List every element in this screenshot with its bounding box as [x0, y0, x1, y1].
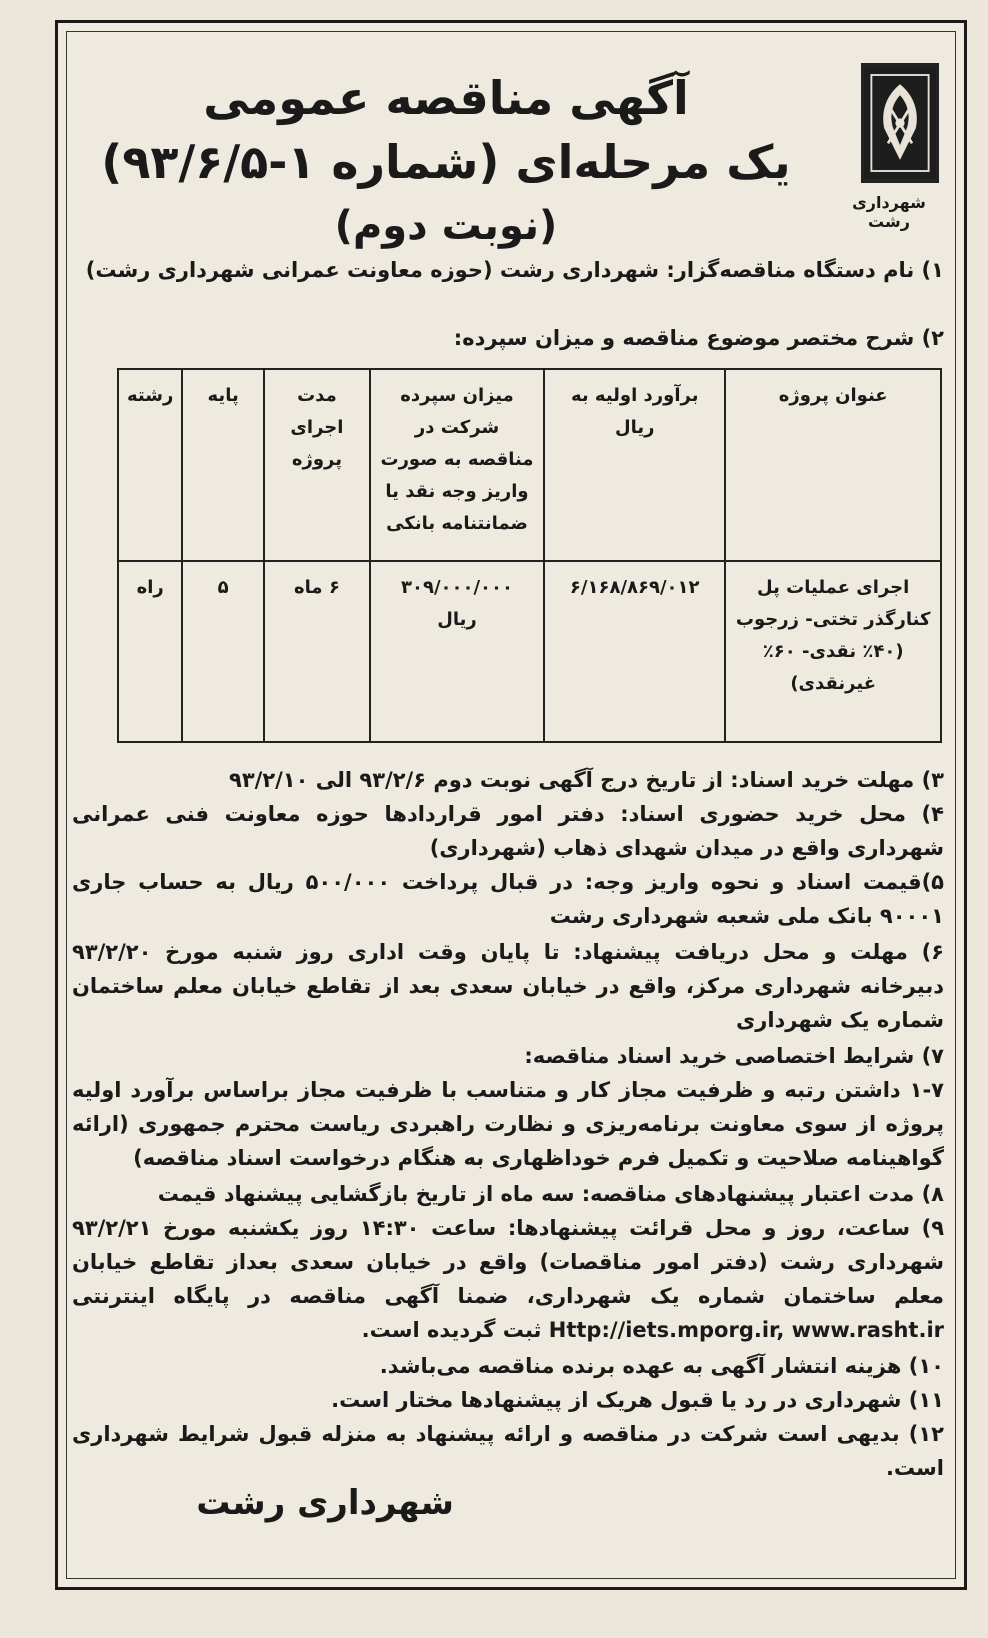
header-deposit: میزان سپرده شرکت در مناقصه به صورت واریز وجه نقد یا ضمانتنامه بانکی [370, 369, 544, 561]
table-header-row [118, 369, 941, 561]
section-12: ۱۲) بدیهی است شرکت در مناقصه و ارائه پیشنهاد به منزله قبول شرایط شهرداری است. [72, 1422, 944, 1480]
section-10: ۱۰) هزینه انتشار آگهی به عهده برنده مناقصه می‌باشد. [379, 1354, 944, 1378]
cell-estimate: ۶/۱۶۸/۸۶۹/۰۱۲ [544, 561, 725, 742]
header-field: رشته [118, 369, 182, 561]
section-3: ۳) مهلت خرید اسناد: از تاریخ درج آگهی نوبت دوم ۹۳/۲/۶ الی ۹۳/۲/۱۰ [229, 768, 944, 792]
section-11: ۱۱) شهرداری در رد یا قبول هریک از پیشنهادها مختار است. [331, 1388, 944, 1412]
section-1: ۱) نام دستگاه مناقصه‌گزار: شهرداری رشت (حوزه معاونت عمرانی شهرداری رشت) [85, 258, 944, 282]
section-8: ۸) مدت اعتبار پیشنهادهای مناقصه: سه ماه از تاریخ بازگشایی پیشنهاد قیمت [157, 1182, 944, 1206]
table-row [118, 561, 941, 742]
section-9-urls: Http://iets.mporg.ir, www.rasht.ir [548, 1318, 944, 1342]
header-project-title: عنوان پروژه [725, 369, 941, 561]
header-duration: مدت اجرای پروژه [264, 369, 370, 561]
header-estimate: برآورد اولیه به ریال [544, 369, 725, 561]
section-4: ۴) محل خرید حضوری اسناد: دفتر امور قراردادها حوزه معاونت فنی عمرانی شهرداری واقع در میدان شهدای ذهاب (شهرداری) [72, 802, 944, 860]
section-6: ۶) مهلت و محل دریافت پیشنهاد: تا پایان وقت اداری روز شنبه مورخ ۹۳/۲/۲۰ دبیرخانه شهرداری مرکز، واقع در خیابان سعدی بعد از تقاطع خیابان معلم ساختمان شماره یک شهرداری [72, 940, 944, 1032]
section-7: ۷) شرایط اختصاصی خرید اسناد مناقصه: [524, 1044, 944, 1068]
section-2: ۲) شرح مختصر موضوع مناقصه و میزان سپرده: [453, 326, 944, 350]
logo-caption: شهرداری رشت [852, 193, 926, 231]
rasht-municipality-logo-icon [861, 63, 939, 183]
notice-frame [55, 20, 967, 1590]
notice-title-line3: (نوبت دوم) [334, 203, 558, 249]
cell-field: راه [118, 561, 182, 742]
notice-header [58, 53, 964, 273]
cell-grade: ۵ [182, 561, 264, 742]
signature: شهرداری رشت [196, 1483, 454, 1523]
cell-duration: ۶ ماه [264, 561, 370, 742]
cell-project-title: اجرای عملیات پل کنارگذر تختی- زرجوب (۴۰٪ نقدی- ۶۰٪ غیرنقدی) [725, 561, 941, 742]
section-9-end: ثبت گردیده است. [361, 1318, 542, 1342]
cell-deposit: ۳۰۹/۰۰۰/۰۰۰ ریال [370, 561, 544, 742]
notice-title-line2: یک مرحله‌ای (شماره ۱-۹۳/۶/۵) [101, 135, 791, 189]
tender-table [117, 368, 942, 743]
section-9 [72, 1211, 944, 1347]
section-7-1: ۱-۷ داشتن رتبه و ظرفیت مجاز کار و متناسب با ظرفیت مجاز براساس برآورد اولیه پروژه از سوی معاونت برنامه‌ریزی و نظارت راهبردی ریاست محترم جمهوری (ارائه گواهینامه صلاحیت و تکمیل فرم خوداظهاری به هنگام درخواست اسناد مناقصه) [72, 1078, 944, 1170]
section-9-text: ۹) ساعت، روز و محل قرائت پیشنهادها: ساعت ۱۴:۳۰ روز یکشنبه مورخ ۹۳/۲/۲۱ شهرداری رشت (دفتر امور مناقصات) واقع در خیابان سعدی بعداز تقاطع خیابان معلم ساختمان شماره یک شهرداری، ضمنا آگهی مناقصه در پایگاه اینترنتی [72, 1216, 945, 1308]
notice-title-line1: آگهی مناقصه عمومی [203, 71, 689, 125]
logo-emblem-icon [864, 66, 936, 180]
section-5: ۵)قیمت اسناد و نحوه واریز وجه: در قبال پرداخت ۵۰۰/۰۰۰ ریال به حساب جاری ۹۰۰۰۱ بانک ملی شعبه شهرداری رشت [72, 870, 944, 928]
header-grade: پایه [182, 369, 264, 561]
